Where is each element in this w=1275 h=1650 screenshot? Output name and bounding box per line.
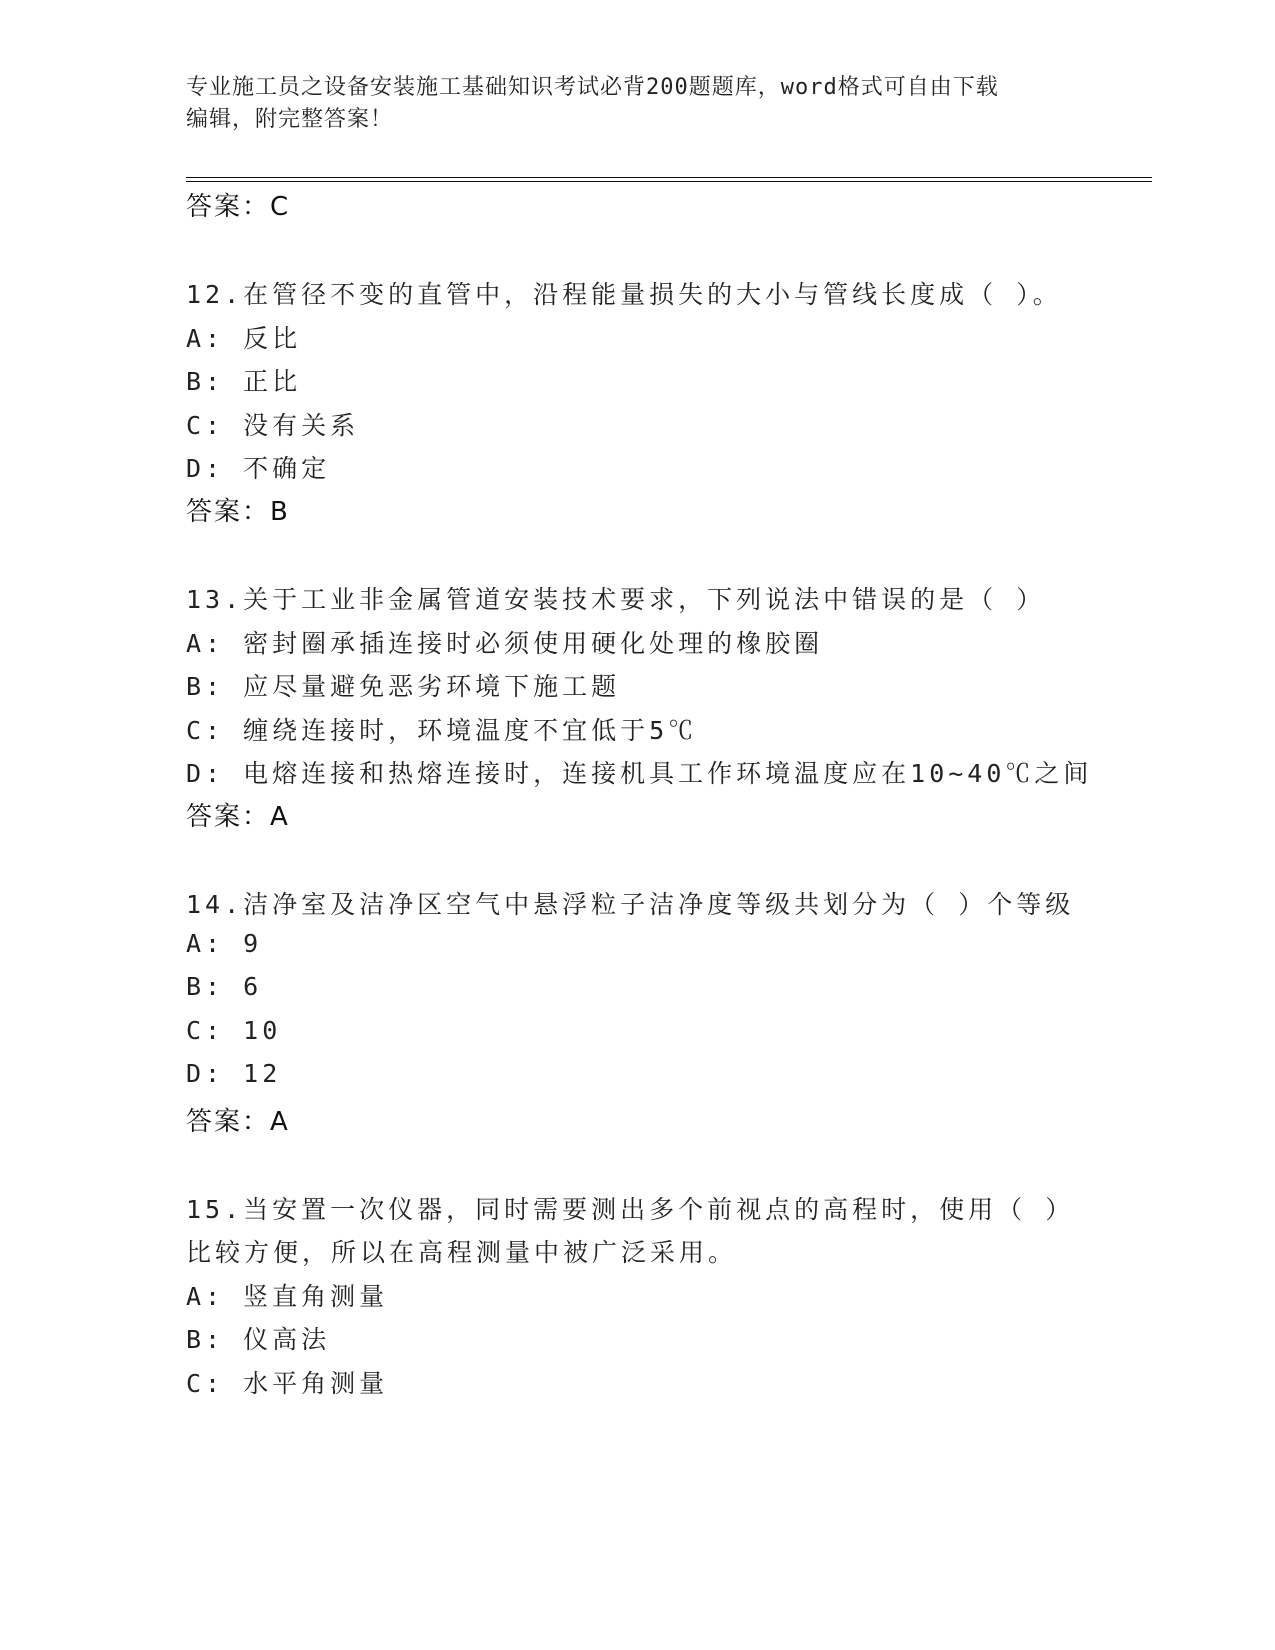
- header-divider-bottom: [186, 181, 1152, 182]
- question-12-option-a: A: 反比: [186, 324, 302, 353]
- document-header: [186, 72, 1086, 136]
- question-14-answer: 答案：A: [186, 1107, 290, 1137]
- question-12-option-b: B: 正比: [186, 367, 302, 396]
- header-line-2: 编辑，附完整答案！: [186, 107, 394, 132]
- question-13-option-a: A: 密封圈承插连接时必须使用硬化处理的橡胶圈: [186, 629, 824, 658]
- question-13-answer: 答案：A: [186, 802, 290, 832]
- header-divider-top: [186, 177, 1152, 178]
- question-12-answer: 答案：B: [186, 497, 290, 527]
- question-14-option-a: A: 9: [186, 929, 263, 958]
- question-13-option-c: C: 缠绕连接时，环境温度不宜低于5℃: [186, 716, 698, 745]
- question-13-stem: 13.关于工业非金属管道安装技术要求，下列说法中错误的是（ ）: [186, 585, 1046, 614]
- question-12-option-c: C: 没有关系: [186, 411, 360, 440]
- question-15-option-c: C: 水平角测量: [186, 1369, 389, 1398]
- question-12-option-d: D: 不确定: [186, 454, 331, 483]
- question-15-stem-line-1: 15.当安置一次仪器，同时需要测出多个前视点的高程时，使用（ ）: [186, 1195, 1075, 1224]
- question-14-stem: 14.洁净室及洁净区空气中悬浮粒子洁净度等级共划分为（ ）个等级: [186, 890, 1075, 919]
- question-15-stem-line-2: 比较方便，所以在高程测量中被广泛采用。: [186, 1238, 738, 1267]
- question-15-option-b: B: 仪高法: [186, 1325, 331, 1354]
- question-12-stem: 12.在管径不变的直管中，沿程能量损失的大小与管线长度成（ ）。: [186, 280, 1062, 309]
- header-line-1: 专业施工员之设备安装施工基础知识考试必背200题题库，word格式可自由下载: [186, 75, 999, 100]
- question-13-option-d: D: 电熔连接和热熔连接时，连接机具工作环境温度应在10~40℃之间: [186, 759, 1093, 788]
- question-14-option-d: D: 12: [186, 1059, 282, 1088]
- question-14-option-c: C: 10: [186, 1016, 282, 1045]
- question-14-option-b: B: 6: [186, 972, 263, 1001]
- question-13-option-b: B: 应尽量避免恶劣环境下施工题: [186, 672, 621, 701]
- question-15-option-a: A: 竖直角测量: [186, 1282, 389, 1311]
- answer-line-q11: 答案：C: [186, 192, 291, 222]
